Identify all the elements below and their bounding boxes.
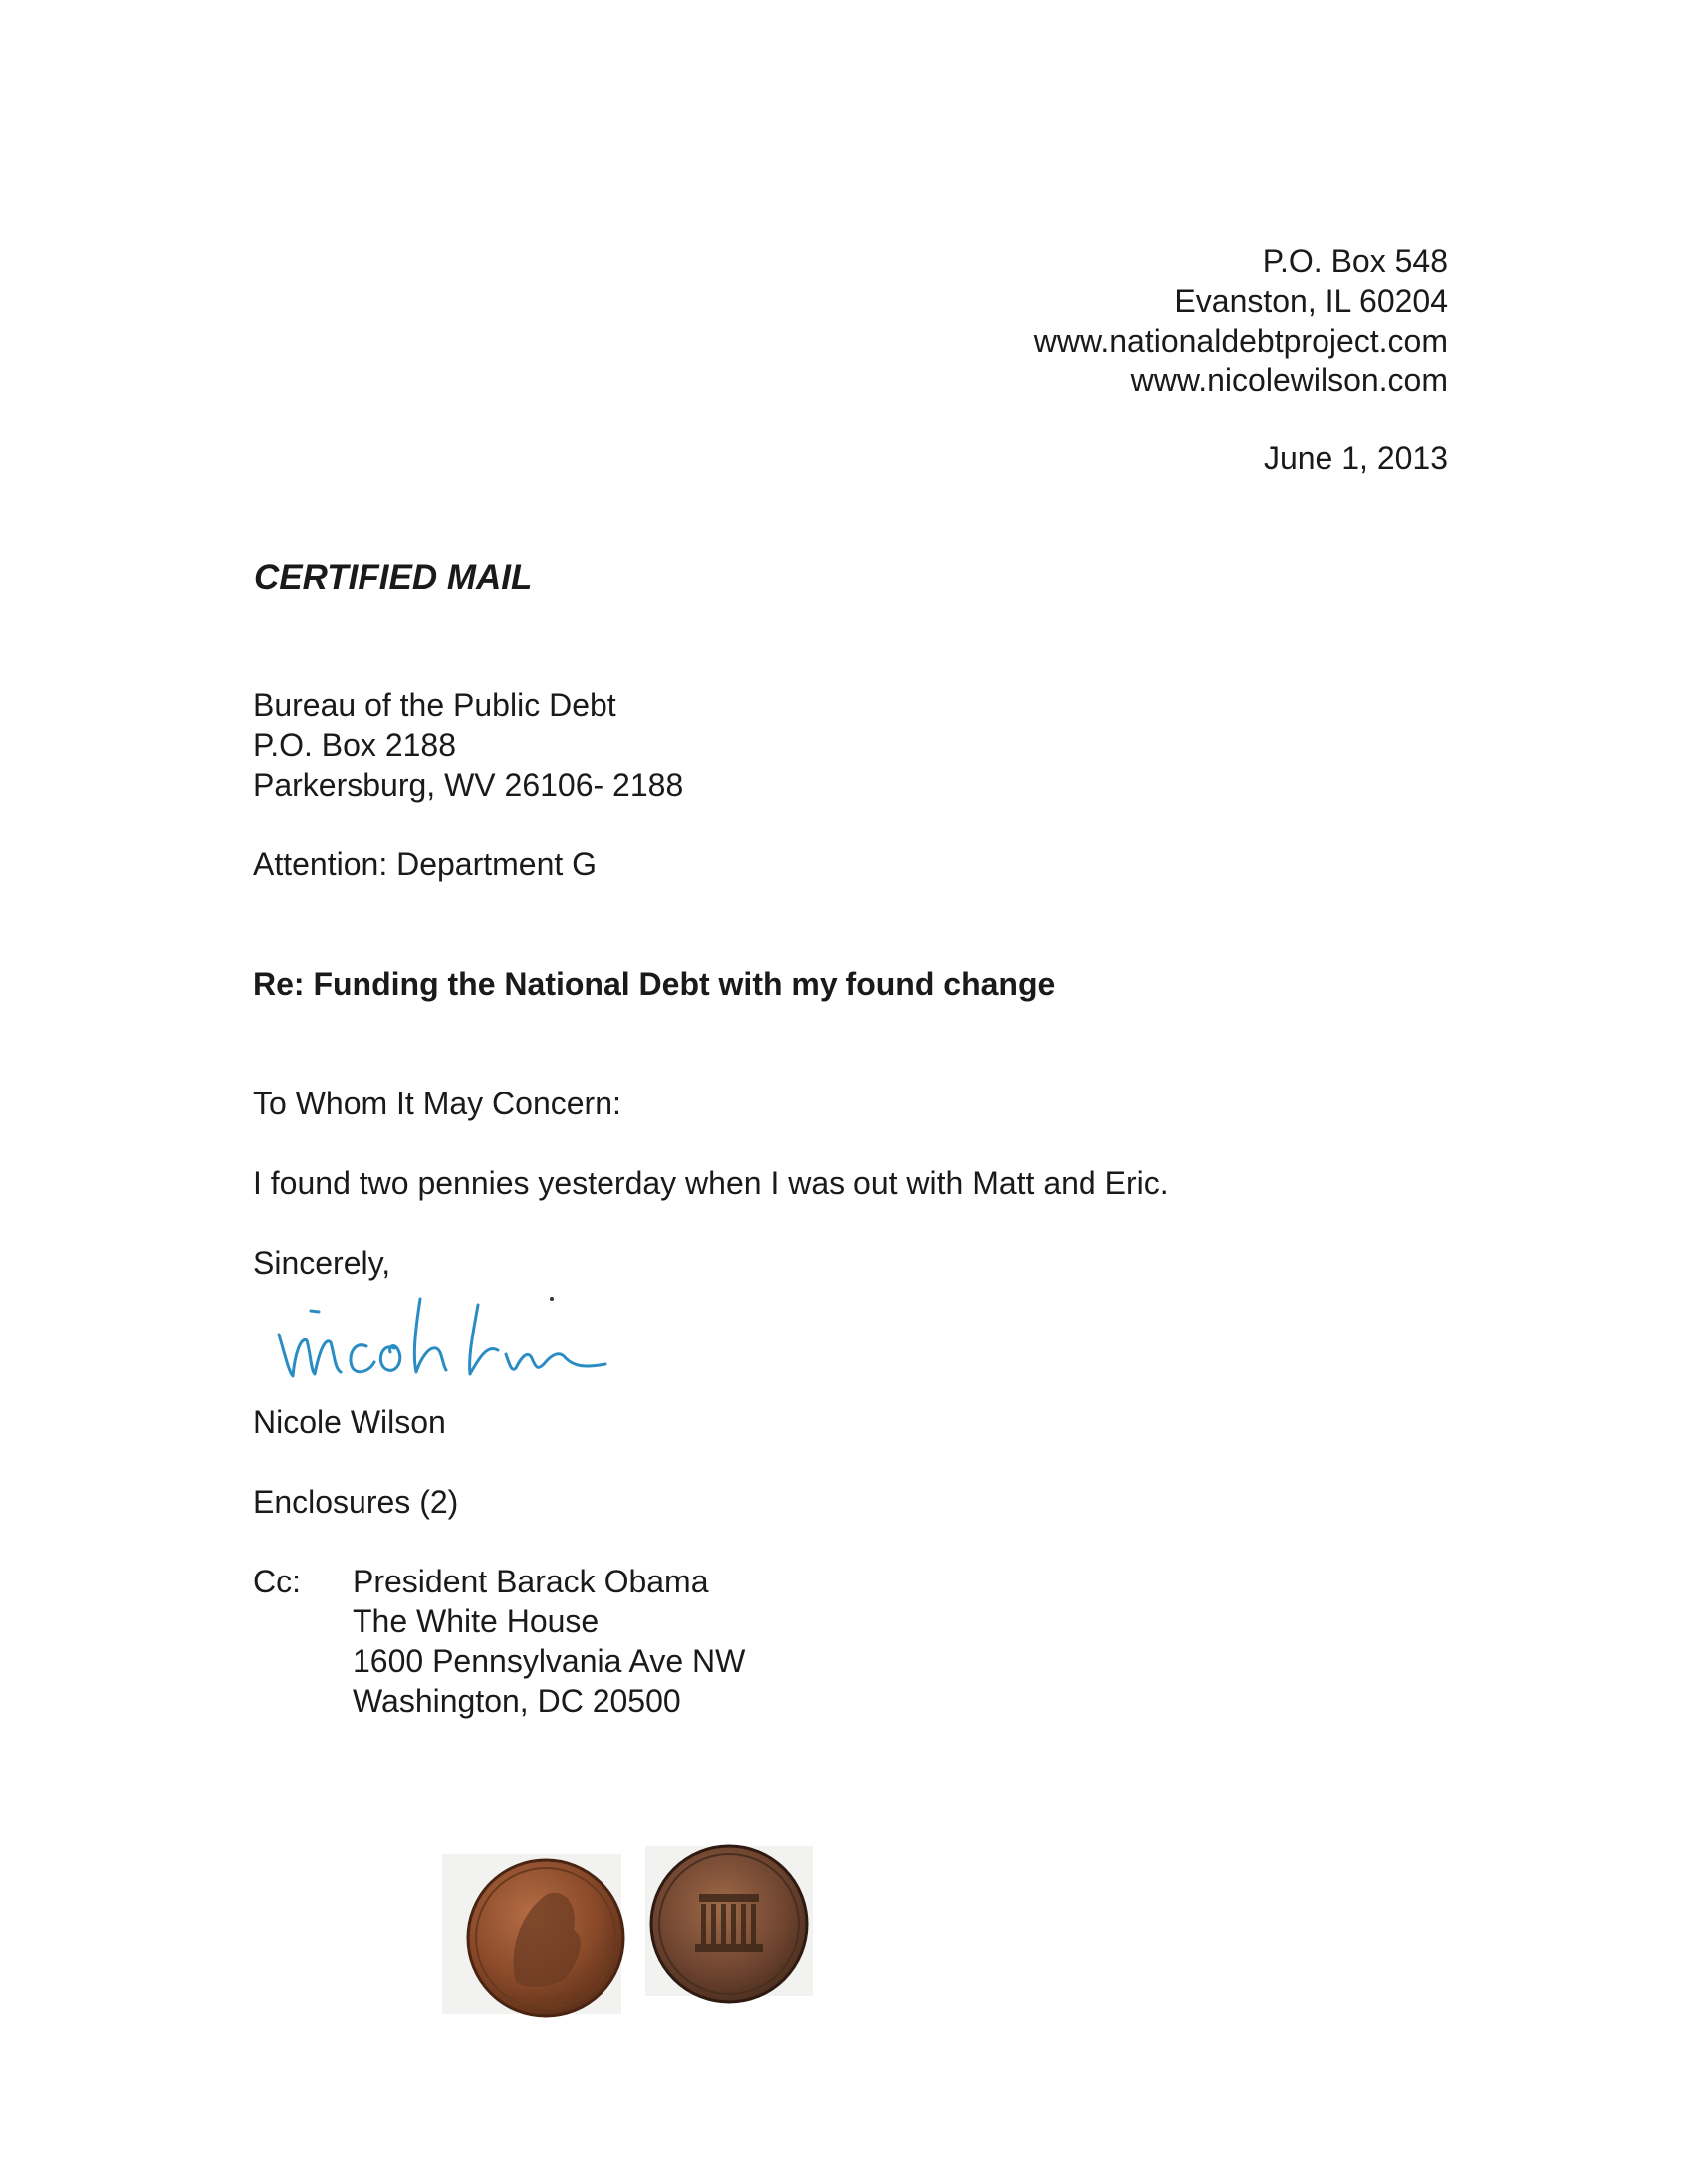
handwritten-signature (271, 1285, 649, 1394)
sender-website-2: www.nicolewilson.com (1130, 363, 1448, 398)
cc-line: The White House (353, 1603, 600, 1639)
delivery-method: CERTIFIED MAIL (254, 558, 533, 597)
penny-heads (468, 1860, 623, 2016)
penny-images (428, 1832, 846, 2032)
recipient-name: Bureau of the Public Debt (253, 687, 616, 723)
body-text: I found two pennies yesterday when I was out with Matt and Eric. (253, 1165, 1169, 1201)
cc-label: Cc: (253, 1564, 301, 1599)
enclosures: Enclosures (2) (253, 1484, 459, 1520)
signer-name: Nicole Wilson (253, 1404, 446, 1440)
sender-website-1: www.nationaldebtproject.com (1033, 323, 1448, 359)
recipient-po-box: P.O. Box 2188 (253, 727, 456, 763)
sender-po-box: P.O. Box 548 (1262, 243, 1448, 279)
salutation: To Whom It May Concern: (253, 1086, 621, 1121)
cc-line: Washington, DC 20500 (353, 1683, 681, 1719)
penny-tails (651, 1846, 807, 2002)
sender-city: Evanston, IL 60204 (1174, 283, 1448, 319)
attention-line: Attention: Department G (253, 847, 598, 882)
enclosed-pennies (428, 1832, 846, 2032)
cc-line: President Barack Obama (353, 1564, 709, 1599)
subject-line: Re: Funding the National Debt with my found change (253, 966, 1056, 1002)
letter-date: June 1, 2013 (1263, 440, 1448, 476)
cc-line: 1600 Pennsylvania Ave NW (353, 1643, 746, 1679)
closing: Sincerely, (253, 1245, 391, 1281)
recipient-city: Parkersburg, WV 26106- 2188 (253, 767, 684, 803)
